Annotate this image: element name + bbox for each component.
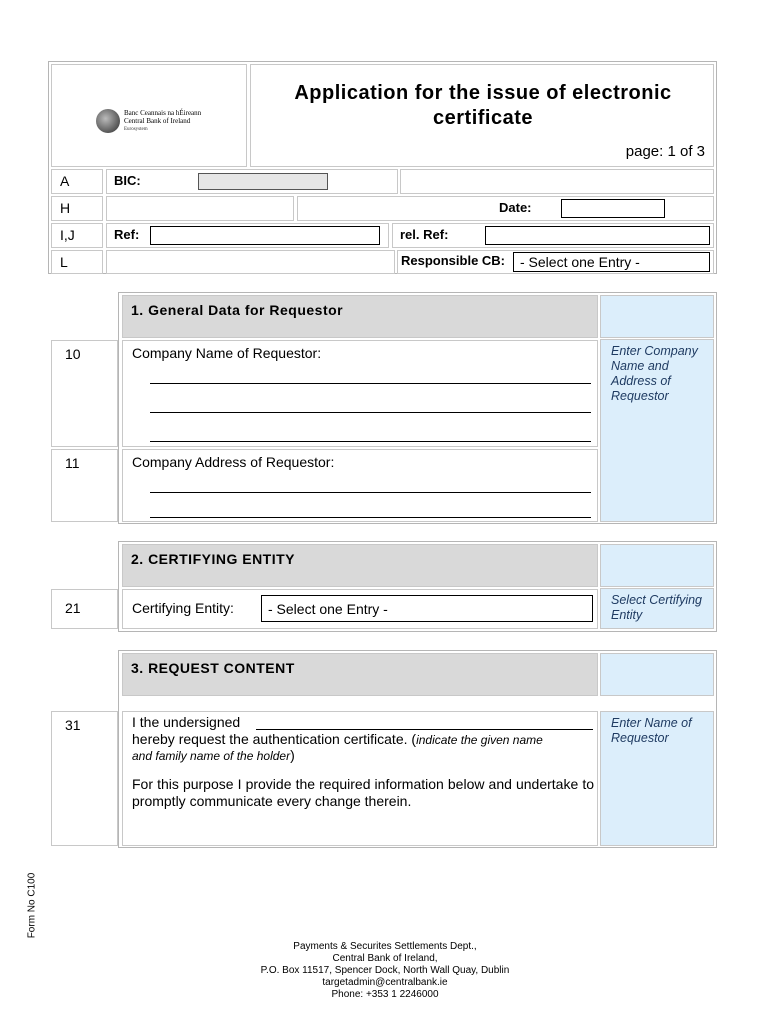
bic-label: BIC: [114, 173, 141, 188]
title-cell [250, 64, 714, 167]
page-title-line-2: certificate [433, 107, 533, 129]
date-label: Date: [499, 200, 532, 215]
logo-line-3: Eurosystem [124, 127, 148, 132]
ref-label: Ref: [114, 227, 140, 242]
row-h-cell-2 [297, 196, 714, 221]
company-address-label: Company Address of Requestor: [132, 454, 335, 470]
ref-cell [106, 223, 389, 248]
central-bank-logo-icon [96, 109, 120, 133]
row-21-num: 21 [65, 600, 81, 616]
logo-line-1: Banc Ceannais na hÉireann [124, 109, 202, 117]
row-11-num: 11 [65, 455, 80, 471]
row-h-code: H [60, 200, 71, 216]
holder-paren: ) [290, 747, 295, 763]
row-21-content-cell [122, 589, 598, 629]
row-11-num-cell [51, 449, 118, 522]
holder-note: and family name of the holder [132, 749, 291, 763]
undersigned-name-line[interactable] [256, 729, 593, 730]
row-21-num-cell [51, 589, 118, 629]
row-l-empty-cell [106, 250, 395, 274]
company-name-line-2[interactable] [150, 412, 591, 413]
bic-input[interactable] [198, 173, 328, 190]
row-a-code: A [60, 173, 70, 189]
responsible-cb-select[interactable]: - Select one Entry - [513, 252, 710, 272]
row-10-num-cell [51, 340, 118, 447]
footer-email[interactable]: targetadmin@centralbank.ie [322, 977, 448, 988]
holder-line [132, 747, 295, 765]
row-h-cell-1 [106, 196, 294, 221]
rel-ref-cell [392, 223, 714, 248]
row-31-content-cell [122, 711, 598, 846]
responsible-cb-label: Responsible CB: [401, 253, 506, 268]
page-title-line-1: Application for the issue of electronic [294, 82, 672, 104]
undersigned-text: I the undersigned [132, 714, 241, 730]
row-10-num: 10 [65, 346, 81, 362]
section-1-title: 1. General Data for Requestor [122, 295, 598, 338]
section-1-hint-header [600, 295, 714, 338]
row-a-empty-cell [400, 169, 714, 194]
form-number-label: Form No C100 [26, 872, 38, 939]
section-3-hint-header [600, 653, 714, 696]
row-31-num: 31 [65, 717, 81, 733]
logo-line-2: Central Bank of Ireland [124, 117, 191, 125]
row-a-code-cell [51, 169, 103, 194]
request-text: hereby request the authentication certificate. ( [132, 731, 417, 747]
row-h-code-cell [51, 196, 103, 221]
request-note: indicate the given name [416, 733, 543, 747]
certifying-entity-label: Certifying Entity: [132, 600, 234, 616]
rel-ref-label: rel. Ref: [400, 227, 449, 242]
bic-cell [106, 169, 398, 194]
row-11-content-cell [122, 449, 598, 522]
purpose-paragraph: For this purpose I provide the required information below and undertake to promptly communicate every change therein. [132, 776, 594, 809]
company-address-line-2[interactable] [150, 517, 591, 518]
row-10-content-cell [122, 340, 598, 447]
footer-line-2: Central Bank of Ireland, [332, 953, 438, 964]
section-2-hint-header [600, 544, 714, 587]
row-l-code-cell [51, 250, 103, 274]
row-31-num-cell [51, 711, 118, 846]
company-name-line-1[interactable] [150, 383, 591, 384]
company-name-line-3[interactable] [150, 441, 591, 442]
rel-ref-input[interactable] [485, 226, 710, 245]
company-address-line-1[interactable] [150, 492, 591, 493]
certifying-entity-select[interactable]: - Select one Entry - [261, 595, 593, 622]
ref-input[interactable] [150, 226, 380, 245]
date-input[interactable] [561, 199, 665, 218]
row-ij-code-cell [51, 223, 103, 248]
page-number: page: 1 of 3 [625, 143, 705, 160]
footer-line-3: P.O. Box 11517, Spencer Dock, North Wall Quay, Dublin [260, 965, 510, 976]
footer-phone: Phone: +353 1 2246000 [331, 989, 439, 1000]
responsible-cb-cell [397, 250, 714, 274]
section-3-hint: Enter Name of Requestor [600, 711, 714, 846]
logo-cell [51, 64, 247, 167]
row-ij-code: I,J [60, 227, 75, 243]
footer-line-1: Payments & Securites Settlements Dept., [293, 941, 477, 952]
section-3-title: 3. REQUEST CONTENT [122, 653, 598, 696]
row-l-code: L [60, 254, 68, 270]
section-1-hint: Enter Company Name and Address of Requestor [600, 339, 714, 522]
company-name-label: Company Name of Requestor: [132, 345, 322, 361]
section-2-title: 2. CERTIFYING ENTITY [122, 544, 598, 587]
section-2-hint: Select Certifying Entity [600, 588, 714, 629]
